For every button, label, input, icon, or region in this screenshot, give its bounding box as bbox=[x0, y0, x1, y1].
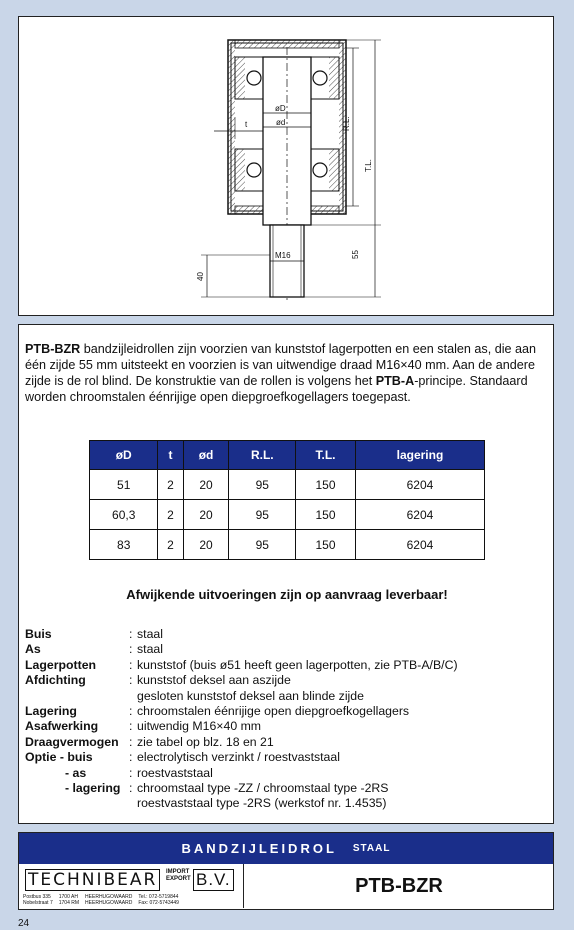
spec-value: uitwendig M16×40 mm bbox=[137, 719, 262, 734]
cell: 2 bbox=[158, 470, 183, 500]
technical-drawing-panel bbox=[18, 16, 554, 316]
dim-od-label: ød bbox=[276, 118, 286, 127]
intro-paragraph bbox=[25, 341, 547, 405]
cell: 20 bbox=[183, 500, 229, 530]
spec-value: staal bbox=[137, 627, 163, 641]
spec-label: Lagering bbox=[25, 704, 77, 719]
spec-value: electrolytisch verzinkt / roestvaststaal bbox=[137, 750, 340, 765]
cell: 95 bbox=[229, 470, 296, 500]
dim-RL-label: R.L. bbox=[342, 116, 351, 131]
cell: 6204 bbox=[355, 530, 484, 560]
footer-band bbox=[19, 833, 553, 864]
spec-list bbox=[25, 627, 458, 812]
spec-value: kunststof deksel aan aszijde bbox=[137, 673, 291, 688]
roller-drawing bbox=[19, 17, 552, 314]
spec-value: chroomstalen éénrijige open diepgroefkogellagers bbox=[137, 704, 410, 719]
dim-oD-label: øD bbox=[275, 104, 286, 113]
header-od: ød bbox=[183, 441, 229, 470]
cell: 20 bbox=[183, 470, 229, 500]
header-t: t bbox=[158, 441, 183, 470]
logo-bv: B.V. bbox=[193, 869, 234, 891]
product-model: PTB-BZR bbox=[355, 874, 443, 897]
page-number: 24 bbox=[18, 918, 30, 929]
company-logo bbox=[19, 864, 244, 908]
spec-label: - as bbox=[65, 765, 87, 780]
spec-label: Buis bbox=[25, 627, 52, 641]
spec-value: kunststof (buis ø51 heeft geen lagerpotten, zie PTB-A/B/C) bbox=[137, 657, 458, 672]
spec-label: Lagerpotten bbox=[25, 657, 97, 672]
table-row bbox=[90, 500, 485, 530]
logo-wordmark: TECHNIBEAR bbox=[25, 869, 160, 891]
intro-model: PTB-BZR bbox=[25, 342, 81, 356]
cell: 2 bbox=[158, 500, 183, 530]
spec-label: - lagering bbox=[65, 781, 121, 796]
intro-text-1: bandzijleidrollen zijn voorzien van kunststof lagerpotten en een stalen as, die aan één zijde 55 mm uitsteekt en voorzien is van uitwendige draad M16×40 mm. Aan de andere zijde is de rol blind. De konstruktie van de rollen is volgens het bbox=[25, 342, 537, 388]
intro-text-2: -principe. Standaard worden chroomstalen éénrijige open diepgroefkogellagers toegepast. bbox=[25, 374, 528, 404]
spec-value: roestvaststaal bbox=[137, 765, 213, 780]
dim-t-label: t bbox=[245, 120, 248, 129]
cell: 150 bbox=[296, 500, 356, 530]
spec-row: As : staal bbox=[25, 642, 163, 657]
dim-M16-label: M16 bbox=[275, 251, 291, 260]
cell: 20 bbox=[183, 530, 229, 560]
cell: 6204 bbox=[355, 500, 484, 530]
cell: 150 bbox=[296, 530, 356, 560]
company-address: Postbus 335 Nobelstraat 7 1700 AH 1704 RM HEERHUGOWAARD HEERHUGOWAARD Tel.: 072-5719844 Fax: 072-5743449 bbox=[23, 894, 179, 906]
spec-value: staal bbox=[137, 642, 163, 657]
header-TL: T.L. bbox=[296, 441, 356, 470]
spec-value: zie tabel op blz. 18 en 21 bbox=[137, 734, 274, 749]
header-oD: øD bbox=[90, 441, 158, 470]
spec-row: Afdichting : kunststof deksel aan aszijde gesloten kunststof deksel aan blinde zijde bbox=[25, 673, 364, 703]
footer-subtitle: STAAL bbox=[352, 843, 391, 854]
spec-row: Buis : staal bbox=[25, 627, 163, 641]
header-lagering: lagering bbox=[355, 441, 484, 470]
spec-label: Afdichting bbox=[25, 673, 86, 688]
intro-ref: PTB-A bbox=[375, 374, 415, 388]
cell: 6204 bbox=[355, 470, 484, 500]
spec-row: Optie - buis : electrolytisch verzinkt / roestvaststaal bbox=[25, 750, 340, 765]
spec-row: Lagerpotten : kunststof (buis ø51 heeft geen lagerpotten, zie PTB-A/B/C) bbox=[25, 657, 458, 672]
cell: 51 bbox=[90, 470, 158, 500]
cell: 95 bbox=[229, 530, 296, 560]
dim-TL-label: T.L. bbox=[364, 159, 373, 172]
header-RL: R.L. bbox=[229, 441, 296, 470]
spec-row: - as : roestvaststaal bbox=[25, 766, 458, 781]
availability-notice: Afwijkende uitvoeringen zijn op aanvraag leverbaar! bbox=[126, 587, 448, 602]
dim-55-label: 55 bbox=[351, 250, 360, 259]
spec-row: Asafwerking : uitwendig M16×40 mm bbox=[25, 719, 262, 734]
spec-value: gesloten kunststof deksel aan blinde zijde bbox=[137, 688, 364, 703]
dimension-table bbox=[89, 440, 485, 560]
dim-40-label: 40 bbox=[196, 272, 205, 281]
description-panel bbox=[18, 324, 554, 824]
spec-label: As bbox=[25, 642, 41, 657]
spec-value: chroomstaal type -ZZ / chroomstaal type -2RS bbox=[137, 781, 389, 796]
footer-title: BANDZIJLEIDROL bbox=[181, 841, 337, 856]
cell: 83 bbox=[90, 530, 158, 560]
spec-row: Lagering : chroomstalen éénrijige open diepgroefkogellagers bbox=[25, 704, 410, 719]
spec-row: - lagering : chroomstaal type -ZZ / chroomstaal type -2RS roestvaststaal type -2RS (werkstof nr. 1.4535) bbox=[25, 781, 458, 812]
cell: 95 bbox=[229, 500, 296, 530]
footer bbox=[18, 832, 554, 910]
spec-label: Asafwerking bbox=[25, 719, 99, 734]
cell: 150 bbox=[296, 470, 356, 500]
spec-label: Draagvermogen bbox=[25, 734, 119, 749]
table-header-row bbox=[90, 441, 485, 470]
cell: 2 bbox=[158, 530, 183, 560]
cell: 60,3 bbox=[90, 500, 158, 530]
logo-tagline: IMPORT EXPORT bbox=[166, 869, 191, 882]
table-row bbox=[90, 530, 485, 560]
spec-row: Draagvermogen : zie tabel op blz. 18 en 21 bbox=[25, 734, 274, 749]
spec-value: roestvaststaal type -2RS (werkstof nr. 1.4535) bbox=[137, 796, 387, 811]
spec-label: Optie - buis bbox=[25, 750, 93, 765]
table-row bbox=[90, 470, 485, 500]
